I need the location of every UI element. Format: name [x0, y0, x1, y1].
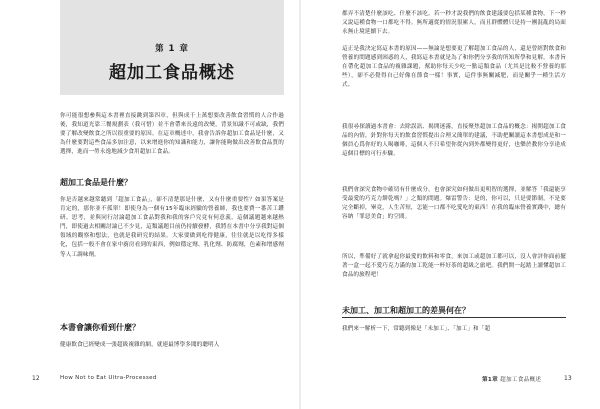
paragraph-confusion: 都弄不清楚什麼該吃、什麼不該吃。若一秒才說我們的飲食建議要包括某種食物，下一秒又說這種食物一口都吃不得。無所適從的情況很累人，而且群體體只是持一團混亂的局面永無止境延續下去。: [342, 11, 566, 36]
paragraph-journey: 所以，準備好了就拿起你最愛的飲料和零食，來加工或超加工都可以，沒人會評你面前擺著一盒一起不愛巧克力滿的加工乾能一杯好茶的超級之旅吧。我們開一起踏上讀懂超加工食品的旅程吧！: [342, 254, 566, 279]
running-head-title: 超加工食品概述: [500, 377, 542, 383]
intro-paragraph: 你可能很想參與這本書裡直接跳到第四章，但與成千上萬想要改善飲食習慣的人合作過後，我知道光靠三餐規劃表（我可惜）並不會帶來長遠的改變，背景知識不可或缺，我們要了解改變飲食之所以很重要的原因。在這章概述中，我會告訴你超加工食品是什麼，又為什麼要對這些食品多加注意，以來增進你的知識和能力，讓你能夠做出改善飲食品質的選擇，進而一勞永逸地減少食用超加工食品。: [60, 113, 284, 156]
right-page: [302, 0, 600, 409]
paragraph-why-this-book: 這正是我決定寫這本書的原因——無論是想要更了解超加工食品的人，還是曾經對飲食和營養的問題感到困惑的人，我寫這本書就是為了和你們分享我的所知所學和見解。本書旨在帶化超加工食品的複雜課題，幫助你每天少吃一點這類食品（尤其是比較不營養的那些），卻不必覺得自己好像在節食一樣！事實，這件事無關減肥，而是關乎一種生活方式。: [342, 46, 566, 89]
page-number-left: 12: [32, 375, 40, 382]
chapter-header-box: [60, 0, 284, 95]
chapter-number: 第 1 章: [155, 44, 189, 54]
page-gutter: [299, 0, 301, 409]
paragraph-differences: 我們來一解析一下，常聽到像是「未加工」、「加工」和「超: [342, 326, 491, 332]
section-heading-what-book-shows: 本書會讓你看到什麼？: [60, 323, 140, 332]
chapter-title: 超加工食品概述: [109, 63, 235, 83]
running-head-chapter: 第1章: [482, 377, 498, 383]
paragraph-what-book-shows: 健康飲食已經變成一張超級複雜的網，就連最博學多聞的聰明人: [60, 342, 220, 348]
left-page: [0, 0, 298, 409]
paragraph-what-is-upf: 你是否越來越常聽到「超加工食品」，卻不清楚那是什麼，又有什麼重要性？如果答案是肯定的，那你並不孤單！即使身為一個有15年臨床經驗的營養師，我也要費一番苦工鑽研、思考，並與同行討論超加工食品對我和我的客戶究竟有何意義，這個議題越來越熱門，即使過去相關討論已不少見，這類議題目前仍持續發酵，我將在本書中分享我對這個領域的觀察和想法，也就是我研究的結果。大家要做到吃得健康，往往就是以吃得多樣化，包括一般不會在家中廚房看到的東西，例如穩定劑、乳化劑、防腐劑，色素和增感劑等人工調味劑。: [60, 197, 284, 258]
paragraph-cookie-question: 我們會深究食物中確切有什麼成分，也會深究如何做出更明智的選擇，並解答「我還能享受最愛的巧克力餅乾嗎？」之類的問題。爆雷警告：是的，你可以，只是要節制，不是要完全斷掉，畢竟，人生苦短，怎能一口都不吃愛吃的東西！在我的臨床營養實踐中，總有容納「罪惡美食」的空間。: [342, 187, 566, 221]
running-head-left: How Not to Eat Ultra-Processed: [60, 375, 157, 381]
section-heading-what-is-upf: 超加工食品是什麼？: [60, 178, 132, 187]
section-heading-differences: 未加工、加工和超加工的差異何在？: [342, 306, 566, 318]
running-head-right: [482, 375, 541, 383]
page-number-right: 13: [564, 375, 572, 382]
paragraph-book-approach: 我很尋探讀過本書會：去除誤訊、揭開迷霧，直接聚焦超加工食品的概念：揭開超加工食品的內情，針對你每天的飲食習慣提出合理又簡單的建議，不助把關讀這本書想成是和一個員心爲你好的人喝咖啡，這個人不只希望你從內到外都變得更好，也樂於教你分享達成這個目標的可行步驟。: [342, 124, 566, 158]
